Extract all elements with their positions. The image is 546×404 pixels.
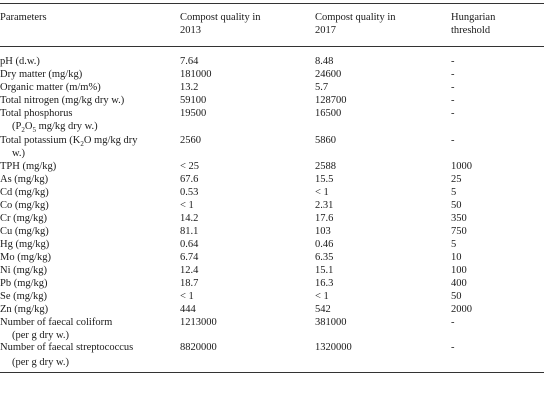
param-cell: Cd (mg/kg) bbox=[0, 187, 49, 198]
param-cell-line2: (per g dry w.) bbox=[12, 357, 70, 368]
value-2017-cell: 2.31 bbox=[315, 200, 334, 211]
value-2013-cell: 18.7 bbox=[180, 278, 199, 289]
threshold-cell: - bbox=[451, 69, 455, 80]
threshold-cell: 400 bbox=[451, 278, 467, 289]
value-2013-cell: 181000 bbox=[180, 69, 212, 80]
value-2013-cell: 6.74 bbox=[180, 252, 199, 263]
value-2017-cell: 15.5 bbox=[315, 174, 334, 185]
param-text: Total potassium (K bbox=[0, 135, 81, 146]
param-cell: Number of faecal coliform bbox=[0, 317, 113, 328]
value-2013-cell: < 1 bbox=[180, 200, 194, 211]
threshold-cell: 5 bbox=[451, 239, 457, 250]
header-rule bbox=[0, 46, 544, 47]
threshold-cell: 5 bbox=[451, 187, 457, 198]
value-2017-cell: 15.1 bbox=[315, 265, 334, 276]
header-2013-line1: Compost quality in bbox=[180, 12, 261, 23]
value-2017-cell: 5.7 bbox=[315, 82, 329, 93]
threshold-cell: 100 bbox=[451, 265, 467, 276]
value-2017-cell: 0.46 bbox=[315, 239, 334, 250]
threshold-cell: 25 bbox=[451, 174, 462, 185]
subscript: 2 bbox=[80, 140, 84, 149]
value-2017-cell: 16500 bbox=[315, 108, 342, 119]
header-2017-line1: Compost quality in bbox=[315, 12, 396, 23]
param-cell: Hg (mg/kg) bbox=[0, 239, 50, 250]
value-2013-cell: 2560 bbox=[180, 135, 201, 146]
threshold-cell: - bbox=[451, 82, 455, 93]
param-cell: Organic matter (m/m%) bbox=[0, 82, 101, 93]
param-cell: Number of faecal streptococcus bbox=[0, 342, 134, 353]
param-cell: Mo (mg/kg) bbox=[0, 252, 52, 263]
param-cell: Co (mg/kg) bbox=[0, 200, 49, 211]
subscript: 5 bbox=[32, 126, 36, 135]
header-2017 bbox=[315, 11, 396, 37]
threshold-cell: - bbox=[451, 135, 455, 146]
threshold-cell: - bbox=[451, 317, 455, 328]
value-2017-cell: 5860 bbox=[315, 135, 336, 146]
threshold-cell: - bbox=[451, 108, 455, 119]
value-2017-cell: < 1 bbox=[315, 291, 329, 302]
param-cell: Se (mg/kg) bbox=[0, 291, 47, 302]
value-2013-cell: 81.1 bbox=[180, 226, 199, 237]
value-2017-cell: 16.3 bbox=[315, 278, 334, 289]
threshold-cell: - bbox=[451, 56, 455, 67]
param-text: (P bbox=[12, 121, 22, 132]
param-cell: Total nitrogen (mg/kg dry w.) bbox=[0, 95, 125, 106]
bottom-rule bbox=[0, 372, 544, 373]
value-2017-cell: 8.48 bbox=[315, 56, 334, 67]
param-cell-line2: w.) bbox=[12, 148, 26, 159]
threshold-cell: 750 bbox=[451, 226, 467, 237]
value-2013-cell: 8820000 bbox=[180, 342, 217, 353]
param-cell: Ni (mg/kg) bbox=[0, 265, 47, 276]
value-2017-cell: 1320000 bbox=[315, 342, 352, 353]
param-cell-line2: (per g dry w.) bbox=[12, 330, 70, 341]
param-cell: Cr (mg/kg) bbox=[0, 213, 47, 224]
param-cell: Pb (mg/kg) bbox=[0, 278, 48, 289]
value-2017-cell: 542 bbox=[315, 304, 331, 315]
param-cell: Total phosphorus bbox=[0, 108, 73, 119]
threshold-cell: 1000 bbox=[451, 161, 472, 172]
header-parameters: Parameters bbox=[0, 12, 47, 23]
subscript: 2 bbox=[21, 126, 25, 135]
header-2013-line2: 2013 bbox=[180, 25, 201, 36]
value-2013-cell: 0.64 bbox=[180, 239, 199, 250]
value-2013-cell: 14.2 bbox=[180, 213, 199, 224]
value-2013-cell: 12.4 bbox=[180, 265, 199, 276]
param-text: O mg/kg dry bbox=[83, 135, 138, 146]
threshold-cell: 350 bbox=[451, 213, 467, 224]
value-2017-cell: 24600 bbox=[315, 69, 342, 80]
value-2017-cell: 17.6 bbox=[315, 213, 334, 224]
top-rule bbox=[0, 3, 544, 4]
value-2013-cell: 444 bbox=[180, 304, 196, 315]
param-cell: pH (d.w.) bbox=[0, 56, 40, 67]
param-text: O bbox=[24, 121, 33, 132]
threshold-cell: 50 bbox=[451, 291, 462, 302]
param-cell: TPH (mg/kg) bbox=[0, 161, 57, 172]
value-2017-cell: 103 bbox=[315, 226, 331, 237]
threshold-cell: 10 bbox=[451, 252, 462, 263]
threshold-cell: 2000 bbox=[451, 304, 472, 315]
value-2013-cell: 1213000 bbox=[180, 317, 217, 328]
value-2013-cell: 7.64 bbox=[180, 56, 199, 67]
header-threshold-line2: threshold bbox=[451, 25, 491, 36]
threshold-cell: 50 bbox=[451, 200, 462, 211]
value-2017-cell: 381000 bbox=[315, 317, 347, 328]
value-2013-cell: 59100 bbox=[180, 95, 207, 106]
header-threshold-line1: Hungarian bbox=[451, 12, 496, 23]
value-2013-cell: 13.2 bbox=[180, 82, 199, 93]
param-cell: Zn (mg/kg) bbox=[0, 304, 49, 315]
param-text: mg/kg dry w.) bbox=[35, 121, 98, 132]
value-2013-cell: < 25 bbox=[180, 161, 200, 172]
value-2013-cell: 0.53 bbox=[180, 187, 199, 198]
param-cell: As (mg/kg) bbox=[0, 174, 49, 185]
header-threshold bbox=[451, 11, 495, 37]
threshold-cell: - bbox=[451, 342, 455, 353]
value-2013-cell: < 1 bbox=[180, 291, 194, 302]
threshold-cell: - bbox=[451, 95, 455, 106]
value-2013-cell: 67.6 bbox=[180, 174, 199, 185]
value-2013-cell: 19500 bbox=[180, 108, 207, 119]
value-2017-cell: 2588 bbox=[315, 161, 336, 172]
value-2017-cell: 128700 bbox=[315, 95, 347, 106]
value-2017-cell: 6.35 bbox=[315, 252, 334, 263]
param-cell: Dry matter (mg/kg) bbox=[0, 69, 83, 80]
param-cell: Cu (mg/kg) bbox=[0, 226, 49, 237]
header-2017-line2: 2017 bbox=[315, 25, 336, 36]
header-2013 bbox=[180, 11, 261, 37]
value-2017-cell: < 1 bbox=[315, 187, 329, 198]
